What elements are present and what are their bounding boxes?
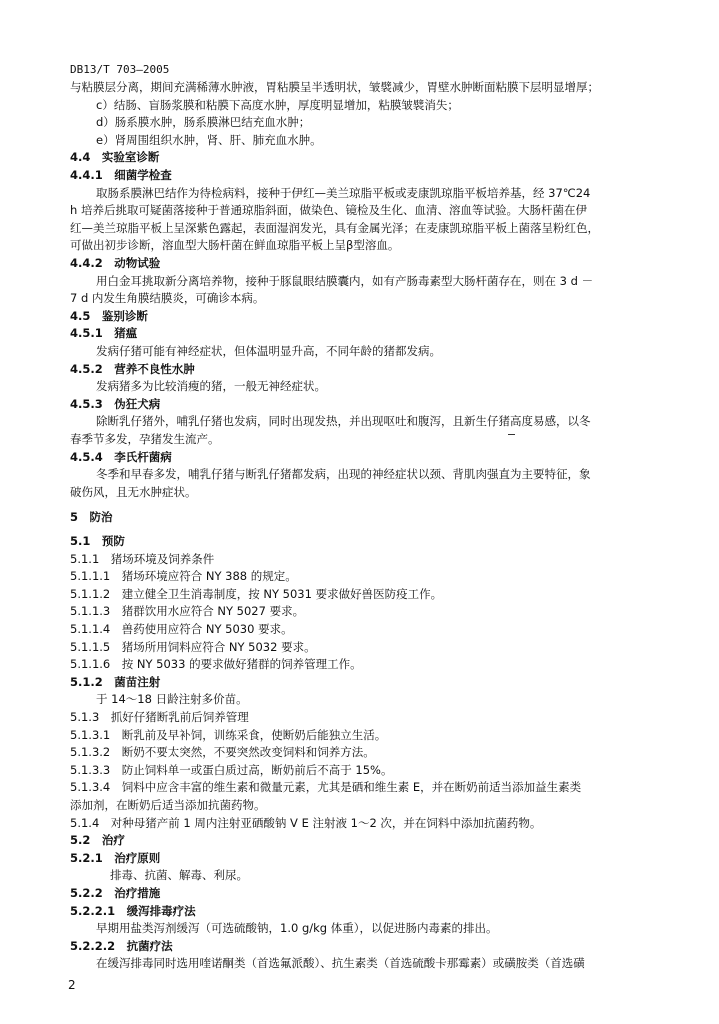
paragraph-line: 排毒、抗菌、解毒、利尿。 xyxy=(110,868,248,883)
section-heading: 5.2 治疗 xyxy=(70,833,125,848)
section-heading: 4.5 鉴别诊断 xyxy=(70,308,148,323)
clause-heading: 5.2.2.2 抗菌疗法 xyxy=(70,938,173,953)
paragraph-line: 破伤风，且无水肿症状。 xyxy=(70,484,197,499)
paragraph-line: 可做出初步诊断，溶血型大肠杆菌在鲜血琼脂平板上呈β型溶血。 xyxy=(70,238,400,253)
clause-line: 5.1.3.3 防止饲料单一或蛋白质过高，断奶前后不高于 15%。 xyxy=(70,762,393,777)
chapter-heading: 5 防治 xyxy=(70,510,113,525)
subsection-heading: 5.1.1 猪场环境及饲养条件 xyxy=(70,551,215,566)
stray-mark xyxy=(508,434,515,435)
subsection-heading: 4.5.2 营养不良性水肿 xyxy=(70,361,195,376)
paragraph-line: 发病猪多为比较消瘦的猪，一般无神经症状。 xyxy=(96,379,326,394)
subsection-heading: 4.4.2 动物试验 xyxy=(70,256,161,270)
paragraph-line: h 培养后挑取可疑菌落接种于普通琼脂斜面，做染色、镜检及生化、血清、溶血等试验。大肠杆菌在伊 xyxy=(70,203,587,218)
subsection-heading: 4.4.1 细菌学检查 xyxy=(70,168,172,182)
clause-line: 5.1.3.1 断乳前及早补饲，训练采食，使断奶后能独立生活。 xyxy=(70,727,387,742)
paragraph-line: 与粘膜层分离，期间充满稀薄水肿液，胃粘膜呈半透明状，皱襞减少，胃壁水肿断面粘膜下层明显增厚； xyxy=(70,80,599,94)
paragraph-line: 用白金耳挑取新分离培养物，接种于豚鼠眼结膜囊内，如有产肠毒素型大肠杆菌存在，则在 3 d － xyxy=(96,273,594,288)
paragraph-line: 于 14～18 日龄注射多价苗。 xyxy=(96,692,248,707)
subsection-heading: 4.5.4 李氏杆菌病 xyxy=(70,449,172,464)
paragraph-line: 红—美兰琼脂平板上呈深紫色露起，表面湿润发光，具有金属光泽；在麦康凯琼脂平板上菌落呈粉红色， xyxy=(70,220,599,235)
clause-heading: 5.2.2.1 缓泻排毒疗法 xyxy=(70,903,196,918)
section-heading: 4.4 实验室诊断 xyxy=(70,150,160,165)
subsection-heading: 4.5.1 猪瘟 xyxy=(70,326,138,341)
subsection-heading: 4.5.3 伪狂犬病 xyxy=(70,396,161,411)
section-heading: 5.1 预防 xyxy=(70,534,125,548)
paragraph-line: 在缓泻排毒同时选用喹诺酮类（首选氟派酸）、抗生素类（首选硫酸卡那霉素）或磺胺类（首选磺 xyxy=(96,956,585,971)
paragraph-line: 取肠系膜淋巴结作为待检病料，接种于伊红—美兰琼脂平板或麦康凯琼脂平板培养基，经 37℃24 xyxy=(96,185,591,200)
paragraph-line: 春季节多发，孕猪发生流产。 xyxy=(70,432,220,446)
subsection-heading: 5.2.1 治疗原则 xyxy=(70,850,161,865)
document-header-code: DB13/T 703—2005 xyxy=(70,63,170,76)
clause-line: 5.1.4 对种母猪产前 1 周内注射亚硒酸钠 V E 注射液 1～2 次，并在饲料中添加抗菌药物。 xyxy=(70,815,542,830)
clause-line: 5.1.1.5 猪场所用饲料应符合 NY 5032 要求。 xyxy=(70,639,316,654)
clause-line: 5.1.1.6 按 NY 5033 的要求做好猪群的饲养管理工作。 xyxy=(70,657,362,672)
subsection-heading: 5.2.2 治疗措施 xyxy=(70,886,161,900)
clause-line: 5.1.3.2 断奶不要太突然，不要突然改变饲料和饲养方法。 xyxy=(70,745,375,760)
subsection-heading: 5.1.3 抓好仔猪断乳前后饲养管理 xyxy=(70,710,249,724)
clause-line: 5.1.3.4 饲料中应含丰富的维生素和微量元素，尤其是硒和维生素 E，并在断奶前适当添加益生素类 xyxy=(70,780,582,795)
clause-line: 5.1.1.1 猪场环境应符合 NY 388 的规定。 xyxy=(70,569,297,584)
paragraph-line: 除断乳仔猪外，哺乳仔猪也发病，同时出现发热，并出现呕吐和腹泻，且新生仔猪高度易感，以冬 xyxy=(96,414,591,429)
paragraph-line: 7 d 内发生角膜结膜炎，可确诊本病。 xyxy=(70,291,265,306)
paragraph-line: 冬季和早春多发，哺乳仔猪与断乳仔猪都发病，出现的神经症状以颈、背肌肉强直为主要特征，象 xyxy=(96,467,591,482)
list-item-d: d）肠系膜水肿，肠系膜淋巴结充血水肿； xyxy=(96,115,311,130)
page-number: 2 xyxy=(68,978,76,992)
list-item-e: e）肾周围组织水肿，肾、肝、肺充血水肿。 xyxy=(96,132,322,147)
clause-line: 5.1.1.3 猪群饮用水应符合 NY 5027 要求。 xyxy=(70,604,305,619)
clause-line: 5.1.1.4 兽药使用应符合 NY 5030 要求。 xyxy=(70,622,293,636)
paragraph-line: 早期用盐类泻剂缓泻（可选硫酸钠，1.0 g/kg 体重），以促进肠内毒素的排出。 xyxy=(96,921,498,936)
list-item-c: c）结肠、盲肠浆膜和粘膜下高度水肿，厚度明显增加，粘膜皱襞消失； xyxy=(96,97,459,112)
paragraph-line: 发病仔猪可能有神经症状，但体温明显升高，不同年龄的猪都发病。 xyxy=(96,344,441,358)
clause-line: 5.1.1.2 建立健全卫生消毒制度，按 NY 5031 要求做好兽医防疫工作。 xyxy=(70,586,443,601)
paragraph-line: 添加剂，在断奶后适当添加抗菌药物。 xyxy=(70,798,266,812)
subsection-heading: 5.1.2 菌苗注射 xyxy=(70,674,161,689)
